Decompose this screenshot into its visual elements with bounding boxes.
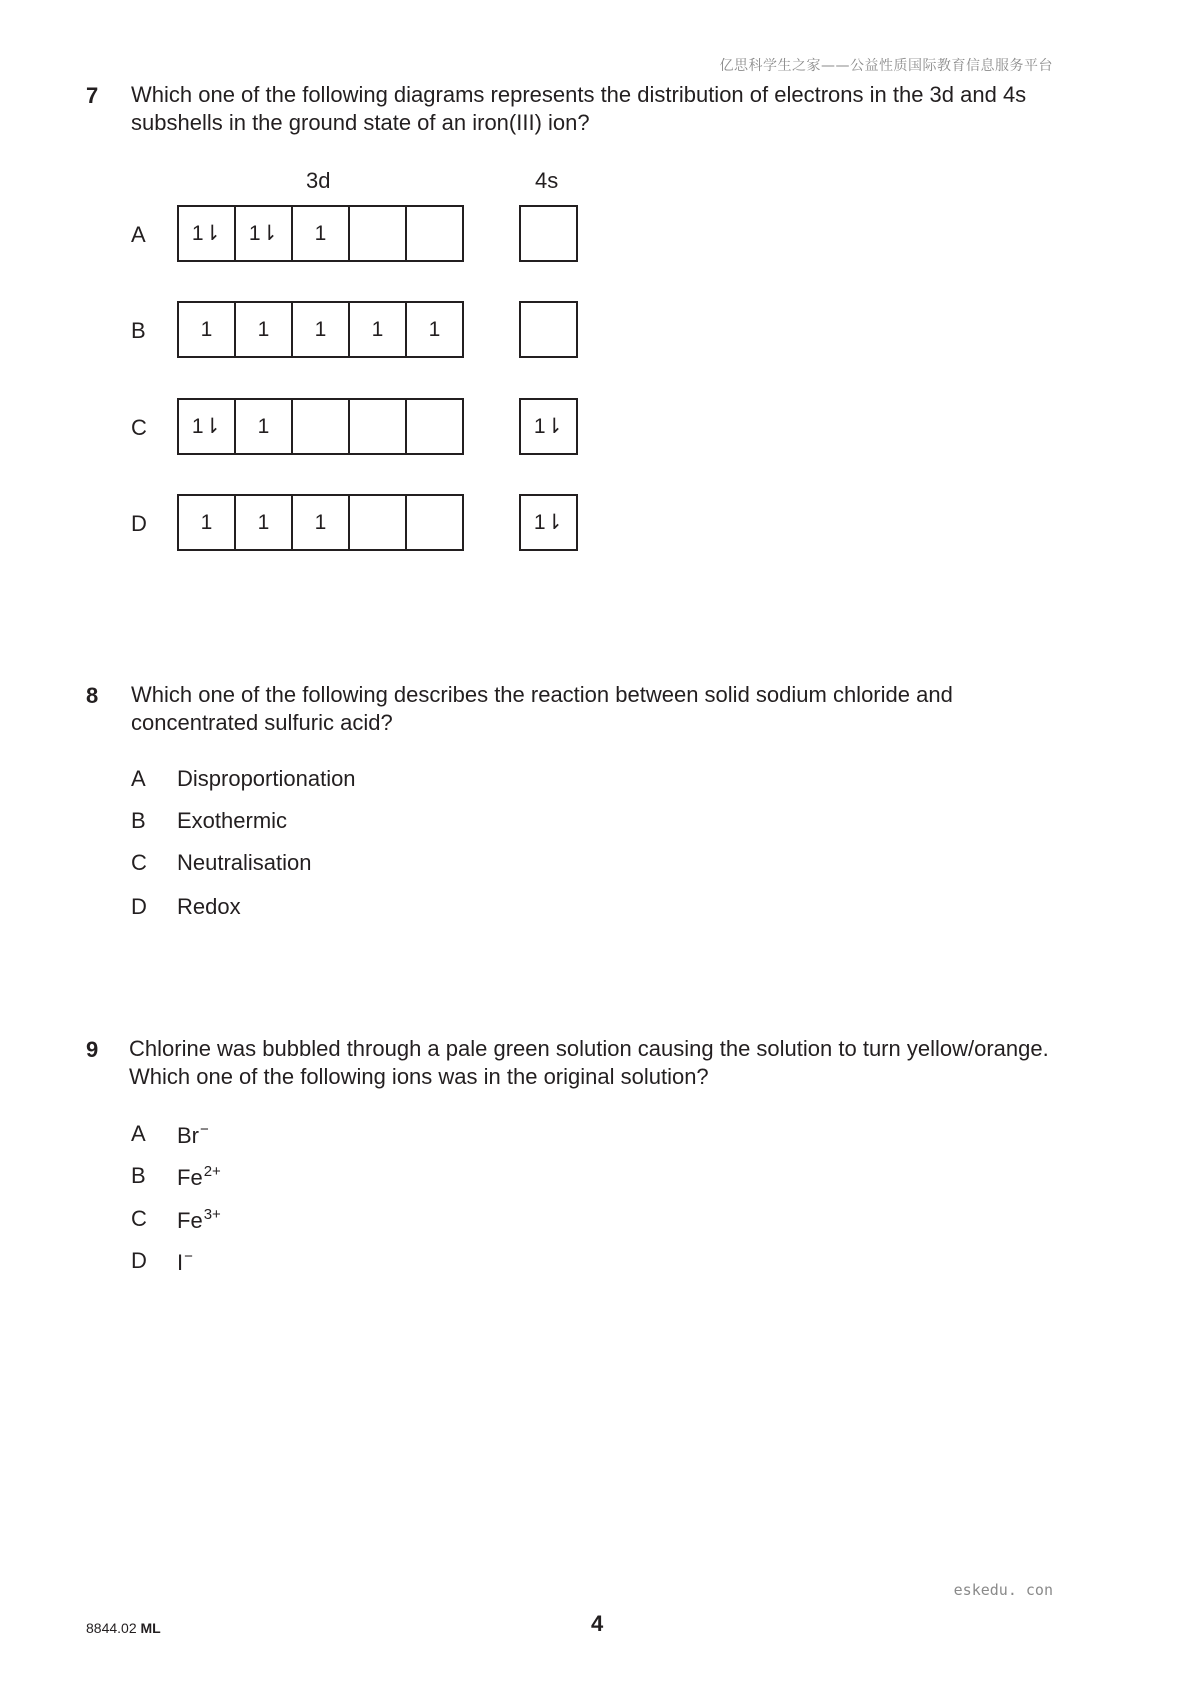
orbital-cell: 1 [236,496,293,549]
paper-code-suffix: ML [140,1620,161,1636]
q9-option-a [131,1121,209,1149]
option-text: Neutralisation [177,850,312,875]
q8-option-b [131,808,287,834]
ion-symbol: I [177,1250,184,1275]
orbital-cell [407,496,462,549]
ion-charge: − [184,1248,193,1265]
option-letter: D [131,1248,147,1273]
question-8-number: 8 [86,683,99,708]
option-letter: B [131,1163,146,1188]
orbital-cell: 1 [350,303,407,356]
header-note: 亿思科学生之家——公益性质国际教育信息服务平台 [719,58,1053,74]
q9-option-d [131,1248,193,1276]
orbital-cell: 1 [428,317,441,341]
orbital-cell [407,400,462,453]
ion-symbol: Fe [177,1208,203,1233]
q9-option-c [131,1206,221,1234]
label-3d: 3d [306,168,331,193]
diagram-row-letter: A [131,222,146,247]
orbital-cell [350,496,407,549]
diagram-3d-box-b [177,301,464,358]
ion-symbol: Fe [177,1165,203,1190]
orbital-cell: 1⇂ [236,207,293,260]
diagram-3d-box-c [177,398,464,455]
paper-code-number: 8844.02 [86,1620,137,1636]
q8-option-a [131,766,356,792]
option-letter: C [131,850,147,875]
question-7-text: Which one of the following diagrams represents the distribution of electrons in the 3d and 4s subshells in the ground state of an iron(III) ion? [131,82,1027,135]
option-ion [177,1163,221,1191]
diagram-4s-box-b [519,301,578,358]
orbital-cell [293,400,350,453]
ion-symbol: Br [177,1123,199,1148]
label-4s: 4s [535,168,559,193]
diagram-4s-box-a [519,205,578,262]
ion-charge: 3+ [203,1206,221,1223]
footer-site: eskedu. con [953,1581,1053,1599]
option-letter: B [131,808,146,833]
q8-option-d [131,894,241,920]
question-9-number: 9 [86,1037,99,1062]
ion-charge: − [200,1121,209,1138]
question-9-text: Chlorine was bubbled through a pale green solution causing the solution to turn yellow/orange. Which one of the following ions was in the original solution? [129,1036,1049,1089]
question-8-text: Which one of the following describes the reaction between solid sodium chloride and concentrated sulfuric acid? [131,682,953,735]
option-text: Disproportionation [177,766,356,791]
orbital-cell [350,207,407,260]
orbital-cell: 1 [179,303,236,356]
option-ion [177,1248,193,1276]
orbital-cell: 1 [236,303,293,356]
diagram-row-letter: C [131,415,147,440]
question-7-number: 7 [86,83,99,108]
orbital-cell: 1 [293,496,350,549]
orbital-cell [407,207,462,260]
page-number: 4 [591,1611,604,1636]
option-text: Exothermic [177,808,288,833]
orbital-cell: 1 [293,303,350,356]
diagram-row-letter: B [131,318,146,343]
paper-code [86,1620,161,1636]
option-text: Redox [177,894,241,919]
q9-option-b [131,1163,221,1191]
diagram-3d-box-d [177,494,464,551]
option-letter: D [131,894,147,919]
option-ion [177,1206,221,1234]
diagram-4s-box-d: 1⇂ [519,494,578,551]
ion-charge: 2+ [203,1163,221,1180]
orbital-cell: 1 [179,496,236,549]
orbital-cell: 1 [293,207,350,260]
orbital-cell: 1 [236,400,293,453]
q8-option-c [131,850,312,876]
diagram-3d-box-a [177,205,464,262]
diagram-4s-box-c: 1⇂ [519,398,578,455]
option-ion [177,1121,209,1149]
option-letter: A [131,1121,146,1146]
orbital-cell: 1⇂ [179,207,236,260]
option-letter: A [131,766,146,791]
option-letter: C [131,1206,147,1231]
diagram-row-letter: D [131,511,147,536]
orbital-cell: 1⇂ [179,400,236,453]
orbital-cell [350,400,407,453]
